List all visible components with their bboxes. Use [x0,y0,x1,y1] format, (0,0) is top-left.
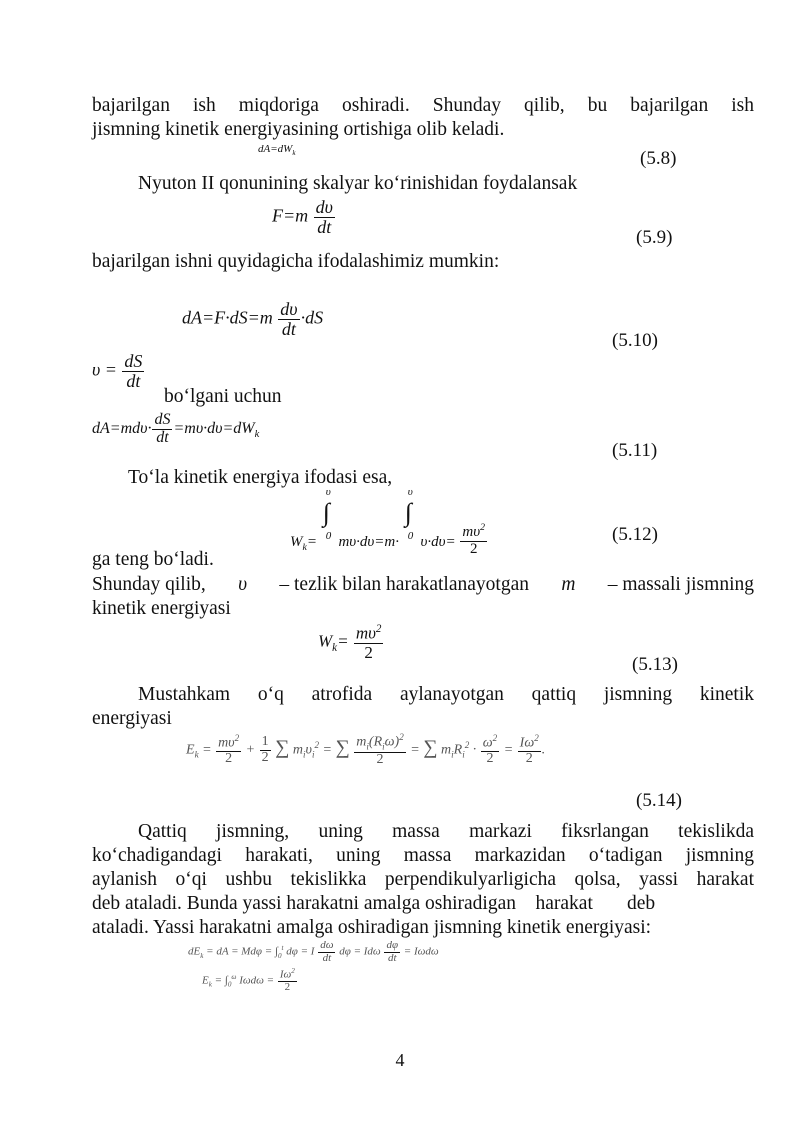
equation-number: (5.9) [636,227,673,248]
equation-5-9: F=m $\frac{d\upsilon}{dt}$ [272,197,333,237]
paragraph-line: bajarilgan ish miqdoriga oshiradi. Shunday qilib, bu bajarilgan ish [92,95,754,116]
paragraph-line: ataladi. Yassi harakatni amalga oshiradigan jismning kinetik energiyasi: [92,917,652,938]
velocity-definition: υ = $\frac{dS}{dt}$ [92,351,143,391]
paragraph-line: jismning kinetik energiyasining ortishiga olib keladi. [92,119,505,140]
paragraph-line: Qattiq jismning, uning massa markazi fiksrlangan tekislikda [138,821,754,842]
equation-number: (5.13) [632,654,678,675]
paragraph-line: ga teng bo‘ladi. [92,549,214,570]
text-fragment: – tezlik bilan harakatlanayotgan [279,574,529,595]
equation-5-11: dA=mdυ· $\frac{dS}{dt}$ $=m\upsilon\cdot d\upsilon=dW_k$ [92,411,260,446]
paragraph-line: ko‘chadigandagi harakati, uning massa markazidan o‘tadigan jismning [92,845,754,866]
equation-5-14: $E_k$ = $\frac{m\upsilon^2}{2}$ + $\frac{1}{2}$ ∑ $m_i\upsilon_i^2$ = ∑ $\frac{m_i(R_i\omega)^2}{2}$ = ∑ $m_iR_i^2$ · $\frac{\omega^2}{2}$ = $\frac{I\omega^2}{2}$ . [186,732,546,767]
text-fragment: Shunday qilib, [92,574,206,595]
equation-5-13: $W_k=$ $\frac{m\upsilon^2}{2}$ [318,623,382,662]
equation-number: (5.14) [636,790,682,811]
equation-5-12: $W_k=$ υ ∫ 0 mυ·dυ=m· υ ∫ 0 υ·dυ= $\frac{m\upsilon^2}{2}$ [290,486,486,558]
equation-number: (5.12) [612,524,658,545]
page-number: 4 [395,1050,405,1070]
paragraph-line: To‘la kinetik energiya ifodasi esa, [128,467,393,488]
equation-number: (5.10) [612,330,658,351]
equation-5-10: dA=F·dS=m $\frac{d\upsilon}{dt}$ ·dS [182,299,324,339]
paragraph-line: deb ataladi. Bunda yassi harakatni amalga oshiradigan harakat deb [92,893,656,914]
equation-5-8: $dA=dW_k$ [258,143,296,158]
equation-number: (5.8) [640,148,677,169]
velocity-symbol: υ [238,574,248,595]
paragraph-line: Nyuton II qonunining skalyar ko‘rinishidan foydalansak [138,173,578,194]
equation-plane-motion: $dE_k$ = dA = $Md\varphi = \int_0^t$ dφ = I $\frac{d\omega}{dt}$ dφ = Idω $\frac{d\varphi}{dt}$ = Iωdω [188,939,439,964]
equation-number: (5.11) [612,440,658,461]
paragraph-line: bo‘lgani uchun [164,386,282,407]
equation-plane-energy: $E_k = \int_0^\omega$ Iωdω = $\frac{I\omega^2}{2}$ [202,967,295,994]
paragraph-line: aylanish o‘qi ushbu tekislikka perpendikulyarligicha qolsa, yassi harakat [92,869,754,890]
paragraph-line [92,573,754,597]
paragraph-line: Mustahkam o‘q atrofida aylanayotgan qattiq jismning kinetik [138,684,754,705]
paragraph-line: energiyasi [92,708,172,729]
paragraph-line: bajarilgan ishni quyidagicha ifodalashimiz mumkin: [92,251,500,272]
text-fragment: – massali jismning [607,574,754,595]
mass-symbol: m [561,574,576,595]
paragraph-line: kinetik energiyasi [92,598,231,619]
